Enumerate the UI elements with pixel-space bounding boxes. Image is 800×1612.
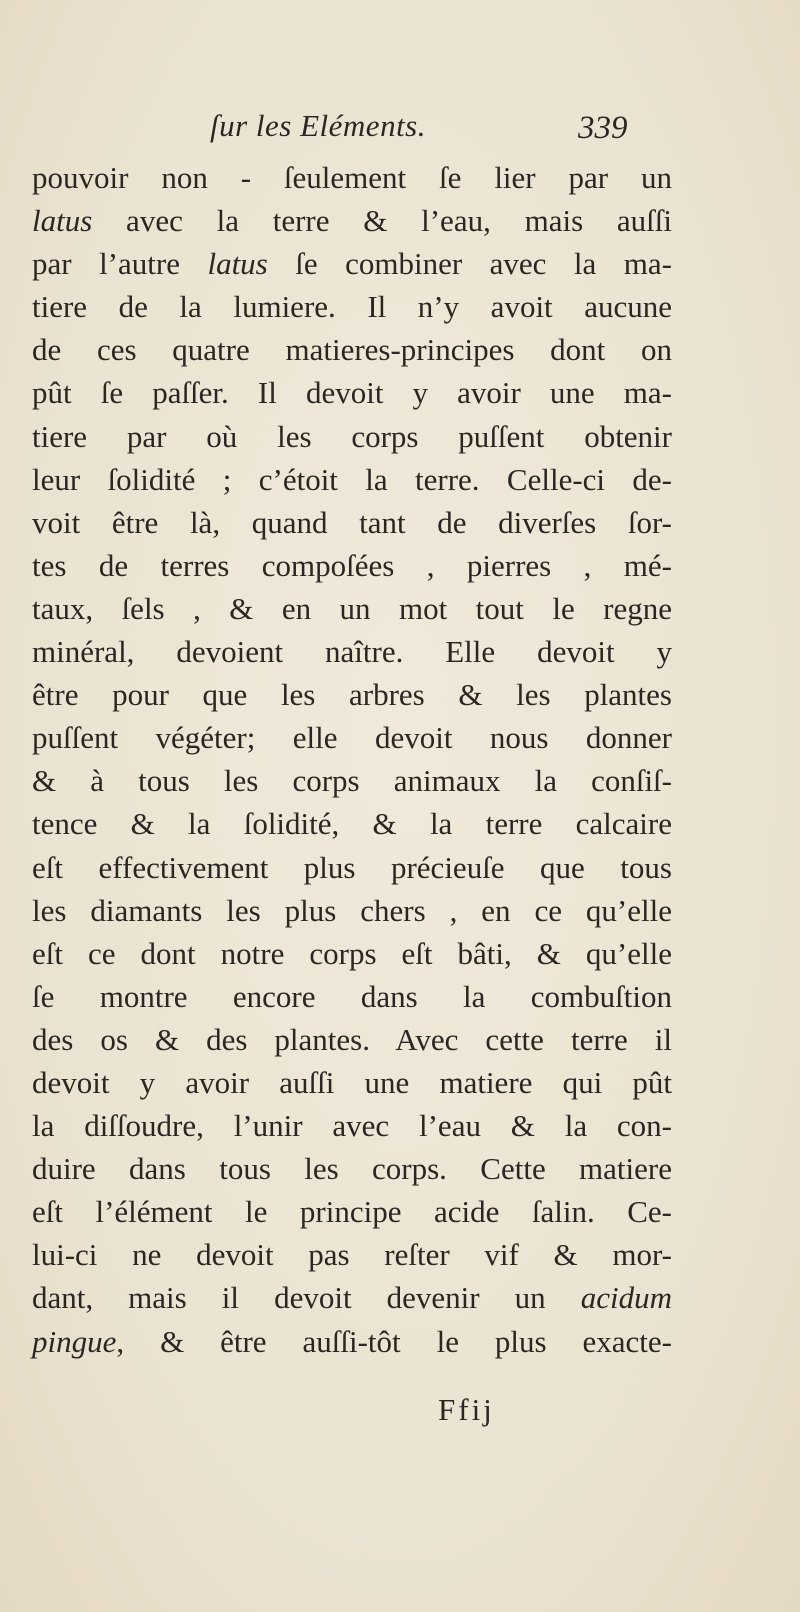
text-line: dant, mais il devoit devenir un acidum [32,1280,672,1316]
text-line: tence & la ſolidité, & la terre calcaire [32,806,672,842]
text-line: duire dans tous les corps. Cette matiere [32,1151,672,1187]
text-line: pingue, & être auſſi-tôt le plus exacte- [32,1323,672,1359]
text-line: eſt l’élément le principe acide ſalin. Ce- [32,1194,672,1230]
text-line: la diſſoudre, l’unir avec l’eau & la con- [32,1108,672,1144]
text-line: les diamants les plus chers , en ce qu’elle [32,892,672,928]
text-line: tiere par où les corps puſſent obtenir [32,418,672,454]
text-line: tes de terres compoſées , pierres , mé- [32,547,672,583]
text-line: tiere de la lumiere. Il n’y avoit aucune [32,289,672,325]
text-line: latus avec la terre & l’eau, mais auſſi [32,203,672,239]
text-line: de ces quatre matieres-principes dont on [32,332,672,368]
text-line: être pour que les arbres & les plantes [32,677,672,713]
body-text [32,156,672,1363]
text-line: taux, ſels , & en un mot tout le regne [32,590,672,626]
text-line: eſt ce dont notre corps eſt bâti, & qu’elle [32,935,672,971]
text-line: pouvoir non - ſeulement ſe lier par un [32,160,672,195]
text-line: & à tous les corps animaux la conſiſ- [32,763,672,799]
text-line: leur ſolidité ; c’étoit la terre. Celle-ci de- [32,461,672,497]
page-number: 339 [578,110,628,146]
text-line: pût ſe paſſer. Il devoit y avoir une ma- [32,375,672,411]
text-line: devoit y avoir auſſi une matiere qui pût [32,1064,672,1100]
text-line: voit être là, quand tant de diverſes ſor- [32,504,672,540]
text-line: eſt effectivement plus précieuſe que tous [32,849,672,885]
text-line: puſſent végéter; elle devoit nous donner [32,720,672,756]
page-header [0,108,800,154]
text-line: lui-ci ne devoit pas reſter vif & mor- [32,1237,672,1273]
running-head: ſur les Eléments. [210,108,426,143]
signature-mark: Ffij [438,1392,495,1427]
text-line: minéral, devoient naître. Elle devoit y [32,634,672,670]
text-line: ſe montre encore dans la combuſtion [32,978,672,1014]
text-line: des os & des plantes. Avec cette terre il [32,1021,672,1057]
text-line: par l’autre latus ſe combiner avec la ma- [32,246,672,282]
